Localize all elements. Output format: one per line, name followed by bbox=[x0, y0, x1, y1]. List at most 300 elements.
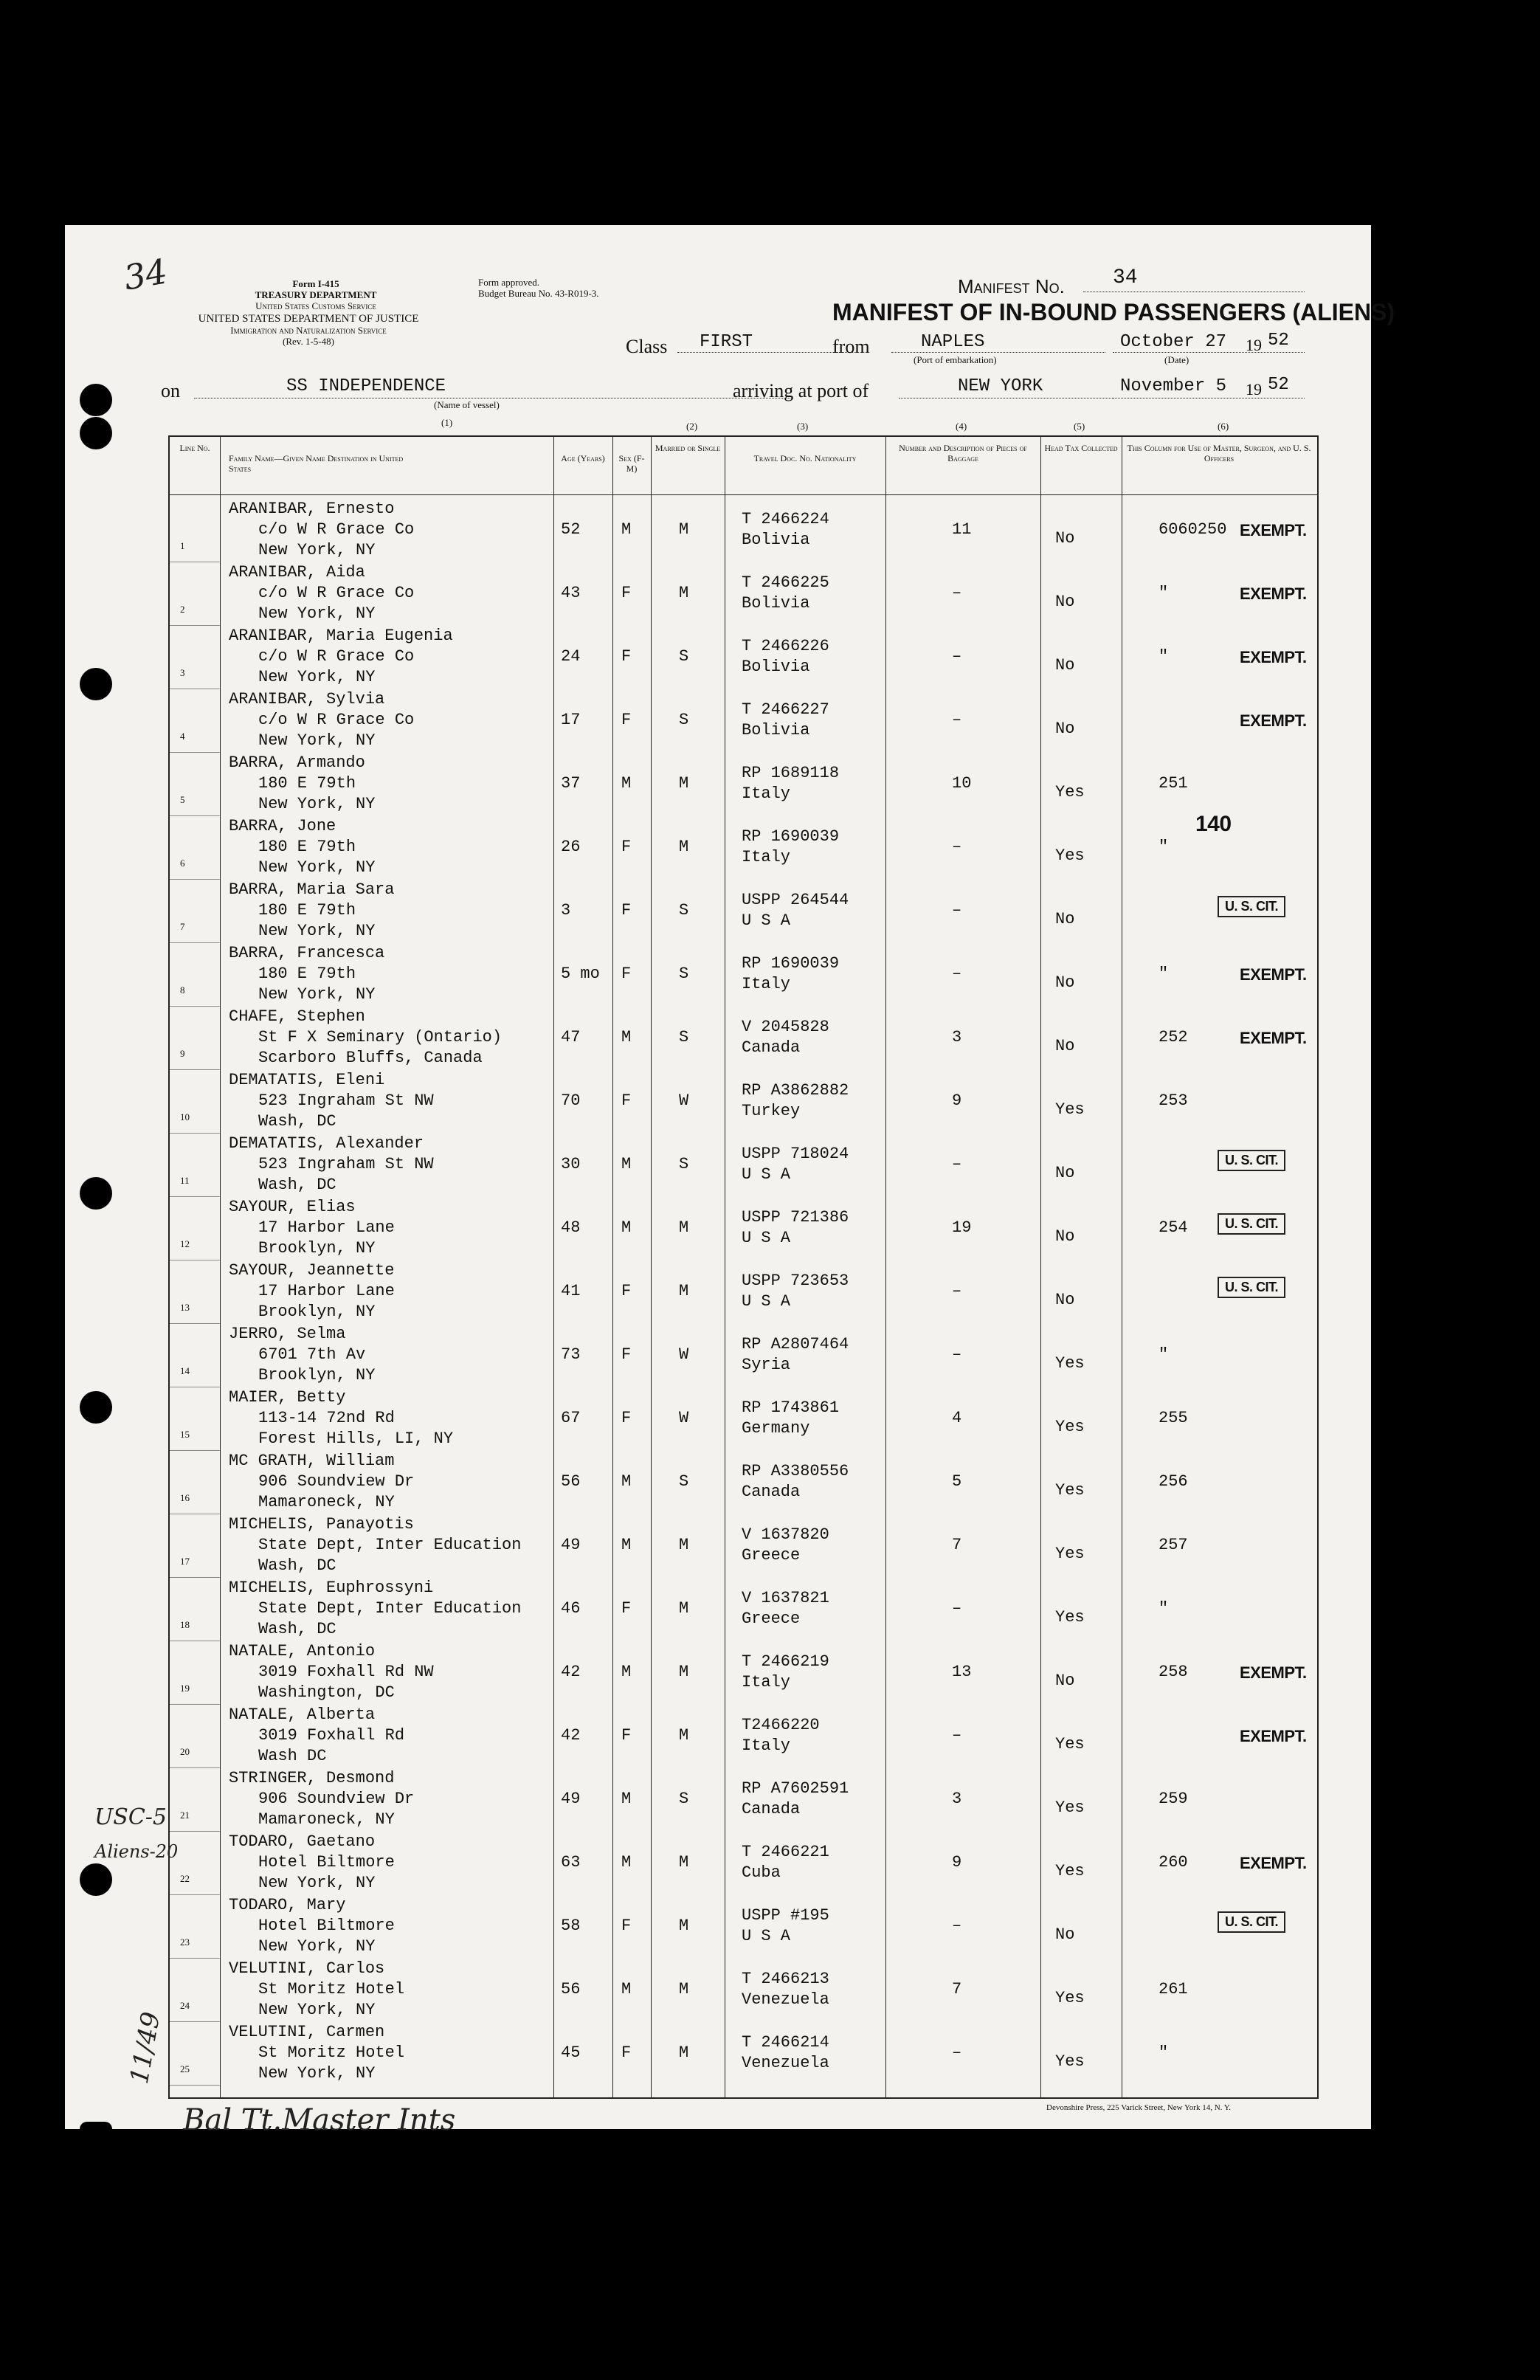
date-caption: (Date) bbox=[1164, 354, 1189, 365]
officer-note: " bbox=[1159, 965, 1169, 983]
baggage: – bbox=[952, 647, 962, 666]
officer-note: " bbox=[1159, 2043, 1169, 2062]
stamp: EXEMPT. bbox=[1240, 1854, 1307, 1872]
travel-doc: T 2466219 bbox=[742, 1652, 829, 1671]
marital-status: S bbox=[679, 1155, 689, 1173]
table-row bbox=[170, 1895, 1317, 1959]
marital-status: M bbox=[679, 584, 689, 602]
baggage: – bbox=[952, 838, 962, 856]
arrival-rule bbox=[1113, 398, 1305, 399]
address-line-1: Hotel Biltmore bbox=[258, 1917, 395, 1935]
baggage: 5 bbox=[952, 1472, 962, 1491]
stamp: EXEMPT. bbox=[1240, 711, 1307, 730]
age: 5 mo bbox=[561, 965, 600, 983]
baggage: – bbox=[952, 711, 962, 729]
passenger-name: BARRA, Maria Sara bbox=[229, 880, 395, 899]
officer-note: 260 bbox=[1159, 1853, 1188, 1872]
header-married: Married or Single bbox=[655, 443, 721, 453]
travel-doc: RP A3380556 bbox=[742, 1462, 849, 1480]
binder-hole bbox=[80, 1863, 112, 1896]
header-head-tax: Head Tax Collected bbox=[1044, 443, 1118, 453]
address-line-1: State Dept, Inter Education bbox=[258, 1599, 522, 1618]
baggage: 9 bbox=[952, 1091, 962, 1110]
head-tax: No bbox=[1055, 1227, 1075, 1246]
age: 17 bbox=[561, 711, 581, 729]
line-number: 16 bbox=[180, 1492, 190, 1503]
passenger-name: MAIER, Betty bbox=[229, 1388, 346, 1407]
age: 30 bbox=[561, 1155, 581, 1173]
stamp: U. S. CIT. bbox=[1218, 1213, 1285, 1235]
head-tax: Yes bbox=[1055, 1354, 1085, 1373]
baggage: – bbox=[952, 1155, 962, 1173]
stamp: U. S. CIT. bbox=[1218, 896, 1285, 917]
travel-doc: USPP 718024 bbox=[742, 1145, 849, 1163]
travel-doc: V 1637821 bbox=[742, 1589, 829, 1607]
col-num-5: (5) bbox=[1074, 421, 1085, 432]
head-tax: No bbox=[1055, 973, 1075, 992]
head-tax: Yes bbox=[1055, 2052, 1085, 2071]
officer-note: 257 bbox=[1159, 1536, 1188, 1554]
passenger-name: MC GRATH, William bbox=[229, 1452, 395, 1470]
sex: F bbox=[621, 838, 632, 856]
officer-note: 251 bbox=[1159, 774, 1188, 793]
line-number: 12 bbox=[180, 1238, 190, 1249]
age: 43 bbox=[561, 584, 581, 602]
marital-status: M bbox=[679, 2043, 689, 2062]
line-number: 5 bbox=[180, 794, 185, 805]
baggage: 7 bbox=[952, 1980, 962, 1998]
departure-date: October 27 bbox=[1120, 332, 1227, 352]
marital-status: M bbox=[679, 1663, 689, 1681]
line-number: 21 bbox=[180, 1810, 190, 1821]
col-num-6: (6) bbox=[1218, 421, 1229, 432]
passenger-name: TODARO, Mary bbox=[229, 1896, 346, 1914]
table-row bbox=[170, 1641, 1317, 1705]
address-line-1: 180 E 79th bbox=[258, 838, 356, 856]
line-number: 23 bbox=[180, 1936, 190, 1948]
travel-doc: RP 1690039 bbox=[742, 954, 840, 973]
nationality: U S A bbox=[742, 1927, 791, 1945]
table-row bbox=[170, 1959, 1317, 2022]
officer-note: " bbox=[1159, 838, 1169, 856]
margin-note-usc: USC-5 bbox=[94, 1804, 168, 1830]
passenger-name: ARANIBAR, Ernesto bbox=[229, 500, 395, 518]
address-line-2: Brooklyn, NY bbox=[258, 1239, 376, 1258]
address-line-2: Scarboro Bluffs, Canada bbox=[258, 1049, 483, 1067]
passenger-name: STRINGER, Desmond bbox=[229, 1769, 395, 1787]
line-number: 3 bbox=[180, 667, 185, 678]
travel-doc: RP 1690039 bbox=[742, 827, 840, 846]
line-number: 8 bbox=[180, 984, 185, 996]
address-line-2: New York, NY bbox=[258, 858, 376, 877]
baggage: 13 bbox=[952, 1663, 972, 1681]
col-num-2: (2) bbox=[686, 421, 698, 432]
age: 45 bbox=[561, 2043, 581, 2062]
line-number: 19 bbox=[180, 1683, 190, 1694]
officer-note: 261 bbox=[1159, 1980, 1188, 1998]
passenger-name: CHAFE, Stephen bbox=[229, 1007, 365, 1026]
header-name: Family Name—Given Name Destination in United States bbox=[229, 453, 404, 474]
passenger-name: NATALE, Alberta bbox=[229, 1705, 376, 1724]
address-line-2: Mamaroneck, NY bbox=[258, 1493, 395, 1511]
marital-status: M bbox=[679, 1536, 689, 1554]
line-number: 18 bbox=[180, 1619, 190, 1630]
age: 3 bbox=[561, 901, 571, 920]
head-tax: Yes bbox=[1055, 1545, 1085, 1563]
marital-status: M bbox=[679, 1599, 689, 1618]
travel-doc: T 2466224 bbox=[742, 510, 829, 528]
line-number: 11 bbox=[180, 1175, 190, 1186]
date-rule bbox=[1113, 352, 1305, 353]
baggage: 3 bbox=[952, 1028, 962, 1046]
baggage: – bbox=[952, 584, 962, 602]
head-tax: Yes bbox=[1055, 1862, 1085, 1880]
travel-doc: USPP 723653 bbox=[742, 1272, 849, 1290]
marital-status: S bbox=[679, 1472, 689, 1491]
budget-block: Form approved. Budget Bureau No. 43-R019-3. bbox=[478, 277, 599, 299]
head-tax: No bbox=[1055, 1037, 1075, 1055]
sex: F bbox=[621, 647, 632, 666]
line-number: 20 bbox=[180, 1746, 190, 1757]
passenger-name: MICHELIS, Panayotis bbox=[229, 1515, 414, 1534]
table-row bbox=[170, 1007, 1317, 1070]
line-number: 7 bbox=[180, 921, 185, 932]
address-line-2: Forest Hills, LI, NY bbox=[258, 1429, 454, 1448]
address-line-1: State Dept, Inter Education bbox=[258, 1536, 522, 1554]
officer-note: 259 bbox=[1159, 1790, 1188, 1808]
marital-status: M bbox=[679, 1218, 689, 1237]
form-header-justice: UNITED STATES DEPARTMENT OF JUSTICE Immigration and Naturalization Service (Rev. 1-5-48) bbox=[198, 313, 419, 347]
table-row bbox=[170, 1387, 1317, 1451]
travel-doc: RP 1689118 bbox=[742, 764, 840, 782]
head-tax: Yes bbox=[1055, 846, 1085, 865]
manifest-number: 34 bbox=[1113, 266, 1138, 289]
address-line-2: Wash DC bbox=[258, 1747, 327, 1765]
line-number: 13 bbox=[180, 1302, 190, 1313]
marital-status: S bbox=[679, 711, 689, 729]
sex: F bbox=[621, 584, 632, 602]
age: 48 bbox=[561, 1218, 581, 1237]
address-line-1: 17 Harbor Lane bbox=[258, 1218, 395, 1237]
age: 37 bbox=[561, 774, 581, 793]
sex: M bbox=[621, 1980, 632, 1998]
travel-doc: T 2466213 bbox=[742, 1970, 829, 1988]
passenger-name: BARRA, Jone bbox=[229, 817, 336, 835]
stamp: EXEMPT. bbox=[1240, 521, 1307, 539]
header-age: Age (Years) bbox=[561, 453, 605, 463]
age: 24 bbox=[561, 647, 581, 666]
arrival-year-prefix: 19 bbox=[1246, 380, 1262, 399]
table-row bbox=[170, 1197, 1317, 1260]
address-line-2: New York, NY bbox=[258, 922, 376, 940]
table-row bbox=[170, 1134, 1317, 1197]
col-num-3: (3) bbox=[797, 421, 809, 432]
baggage: – bbox=[952, 1917, 962, 1935]
age: 49 bbox=[561, 1536, 581, 1554]
sex: M bbox=[621, 1028, 632, 1046]
baggage: 3 bbox=[952, 1790, 962, 1808]
class-label: Class bbox=[626, 336, 668, 357]
margin-note-aliens: Aliens-20 bbox=[94, 1841, 179, 1862]
nationality: Syria bbox=[742, 1356, 791, 1374]
line-number: 17 bbox=[180, 1556, 190, 1567]
head-tax: No bbox=[1055, 1672, 1075, 1690]
age: 58 bbox=[561, 1917, 581, 1935]
travel-doc: RP A3862882 bbox=[742, 1081, 849, 1100]
passenger-table bbox=[168, 421, 1319, 2099]
nationality: Greece bbox=[742, 1546, 801, 1565]
sex: F bbox=[621, 1282, 632, 1300]
sex: M bbox=[621, 520, 632, 539]
travel-doc: T 2466226 bbox=[742, 637, 829, 655]
address-line-2: New York, NY bbox=[258, 795, 376, 813]
head-tax: No bbox=[1055, 1291, 1075, 1309]
binder-hole bbox=[80, 1177, 112, 1210]
table-row bbox=[170, 1324, 1317, 1387]
address-line-1: c/o W R Grace Co bbox=[258, 647, 415, 666]
nationality: U S A bbox=[742, 911, 791, 930]
age: 63 bbox=[561, 1853, 581, 1872]
marital-status: M bbox=[679, 774, 689, 793]
binder-hole bbox=[80, 668, 112, 700]
sex: M bbox=[621, 774, 632, 793]
line-number: 10 bbox=[180, 1111, 190, 1122]
from-value: NAPLES bbox=[921, 332, 985, 352]
nationality: Venezuela bbox=[742, 2054, 829, 2072]
address-line-2: Wash, DC bbox=[258, 1556, 336, 1575]
nationality: Cuba bbox=[742, 1863, 781, 1882]
address-line-2: Wash, DC bbox=[258, 1620, 336, 1638]
address-line-1: Hotel Biltmore bbox=[258, 1853, 395, 1872]
passenger-name: JERRO, Selma bbox=[229, 1325, 346, 1343]
travel-doc: T 2466225 bbox=[742, 573, 829, 592]
sex: F bbox=[621, 901, 632, 920]
passenger-name: NATALE, Antonio bbox=[229, 1642, 376, 1660]
line-number: 24 bbox=[180, 2000, 190, 2011]
marital-status: W bbox=[679, 1091, 689, 1110]
address-line-2: New York, NY bbox=[258, 541, 376, 559]
age: 73 bbox=[561, 1345, 581, 1364]
age: 56 bbox=[561, 1980, 581, 1998]
address-line-1: 906 Soundview Dr bbox=[258, 1472, 415, 1491]
sex: F bbox=[621, 1726, 632, 1745]
nationality: Italy bbox=[742, 1673, 791, 1691]
nationality: Bolivia bbox=[742, 531, 810, 549]
nationality: Canada bbox=[742, 1483, 801, 1501]
table-row bbox=[170, 1768, 1317, 1832]
address-line-1: c/o W R Grace Co bbox=[258, 520, 415, 539]
passenger-name: ARANIBAR, Maria Eugenia bbox=[229, 627, 453, 645]
address-line-2: New York, NY bbox=[258, 731, 376, 750]
table-row bbox=[170, 943, 1317, 1007]
address-line-2: New York, NY bbox=[258, 2001, 376, 2019]
age: 41 bbox=[561, 1282, 581, 1300]
nationality: Bolivia bbox=[742, 658, 810, 676]
vessel-name: SS INDEPENDENCE bbox=[286, 376, 446, 396]
sex: F bbox=[621, 965, 632, 983]
marital-status: M bbox=[679, 1980, 689, 1998]
arriving-label: arriving at port of bbox=[733, 380, 869, 401]
address-line-2: New York, NY bbox=[258, 668, 376, 686]
head-tax: No bbox=[1055, 1925, 1075, 1944]
passenger-name: BARRA, Francesca bbox=[229, 944, 385, 962]
passenger-name: SAYOUR, Jeannette bbox=[229, 1261, 395, 1280]
nationality: Canada bbox=[742, 1038, 801, 1057]
sex: F bbox=[621, 1917, 632, 1935]
header-line-no: Line No. bbox=[179, 443, 210, 453]
officer-note: 256 bbox=[1159, 1472, 1188, 1491]
head-tax: No bbox=[1055, 720, 1075, 738]
nationality: Germany bbox=[742, 1419, 810, 1438]
baggage: – bbox=[952, 1726, 962, 1745]
vessel-rule bbox=[194, 398, 792, 399]
stamp: EXEMPT. bbox=[1240, 1663, 1307, 1682]
officer-note: 6060250 bbox=[1159, 520, 1227, 539]
baggage: – bbox=[952, 1599, 962, 1618]
travel-doc: RP A2807464 bbox=[742, 1335, 849, 1353]
passenger-name: ARANIBAR, Aida bbox=[229, 563, 365, 582]
nationality: Italy bbox=[742, 1736, 791, 1755]
sex: F bbox=[621, 1345, 632, 1364]
marital-status: M bbox=[679, 1282, 689, 1300]
officer-note: 258 bbox=[1159, 1663, 1188, 1681]
nationality: Bolivia bbox=[742, 721, 810, 739]
officer-note: " bbox=[1159, 1599, 1169, 1618]
head-tax: No bbox=[1055, 529, 1075, 548]
address-line-1: 17 Harbor Lane bbox=[258, 1282, 395, 1300]
address-line-1: 906 Soundview Dr bbox=[258, 1790, 415, 1808]
nationality: Canada bbox=[742, 1800, 801, 1818]
sex: F bbox=[621, 1091, 632, 1110]
manifest-page bbox=[65, 225, 1395, 2137]
nationality: Italy bbox=[742, 975, 791, 993]
class-value: FIRST bbox=[700, 332, 753, 352]
head-tax: Yes bbox=[1055, 1735, 1085, 1753]
sex: M bbox=[621, 1663, 632, 1681]
manifest-label: Manifest No. bbox=[958, 275, 1065, 297]
officer-note: " bbox=[1159, 647, 1169, 666]
passenger-name: DEMATATIS, Alexander bbox=[229, 1134, 424, 1153]
age: 46 bbox=[561, 1599, 581, 1618]
passenger-name: BARRA, Armando bbox=[229, 753, 365, 772]
table-row bbox=[170, 562, 1317, 626]
address-line-2: Brooklyn, NY bbox=[258, 1366, 376, 1384]
address-line-1: c/o W R Grace Co bbox=[258, 584, 415, 602]
stamp: EXEMPT. bbox=[1240, 1727, 1307, 1745]
table-row bbox=[170, 1260, 1317, 1324]
col-num-1: (1) bbox=[441, 417, 453, 428]
col-num-4: (4) bbox=[956, 421, 967, 432]
head-tax: Yes bbox=[1055, 1989, 1085, 2007]
sex: F bbox=[621, 711, 632, 729]
arrival-port: NEW YORK bbox=[958, 376, 1043, 396]
class-rule bbox=[677, 352, 854, 353]
address-line-1: St Moritz Hotel bbox=[258, 1980, 405, 1998]
stamp: U. S. CIT. bbox=[1218, 1911, 1285, 1933]
head-tax: Yes bbox=[1055, 1608, 1085, 1627]
head-tax: Yes bbox=[1055, 783, 1085, 801]
sex: M bbox=[621, 1218, 632, 1237]
line-number: 4 bbox=[180, 731, 185, 742]
binder-hole bbox=[80, 417, 112, 449]
header-travel-doc: Travel Doc. No. Nationality bbox=[753, 453, 857, 463]
age: 26 bbox=[561, 838, 581, 856]
line-number: 22 bbox=[180, 1873, 190, 1884]
baggage: 9 bbox=[952, 1853, 962, 1872]
stamp: EXEMPT. bbox=[1240, 648, 1307, 666]
marital-status: S bbox=[679, 647, 689, 666]
address-line-2: Brooklyn, NY bbox=[258, 1303, 376, 1321]
table-row bbox=[170, 1070, 1317, 1134]
passenger-name: MICHELIS, Euphrossyni bbox=[229, 1579, 434, 1597]
address-line-1: 113-14 72nd Rd bbox=[258, 1409, 395, 1427]
sex: M bbox=[621, 1790, 632, 1808]
line-number: 15 bbox=[180, 1429, 190, 1440]
passenger-name: TODARO, Gaetano bbox=[229, 1832, 376, 1851]
age: 52 bbox=[561, 520, 581, 539]
travel-doc: V 1637820 bbox=[742, 1525, 829, 1544]
header-officers: This Column for Use of Master, Surgeon, and U. S. Officers bbox=[1127, 443, 1311, 463]
travel-doc: RP 1743861 bbox=[742, 1398, 840, 1417]
passenger-name: VELUTINI, Carmen bbox=[229, 2023, 385, 2041]
table-row bbox=[170, 1514, 1317, 1578]
table-row bbox=[170, 1832, 1317, 1895]
line-number: 2 bbox=[180, 604, 185, 615]
address-line-1: 180 E 79th bbox=[258, 965, 356, 983]
nationality: Greece bbox=[742, 1610, 801, 1628]
line-number: 9 bbox=[180, 1048, 185, 1059]
age: 49 bbox=[561, 1790, 581, 1808]
travel-doc: USPP 264544 bbox=[742, 891, 849, 909]
port-rule bbox=[899, 398, 1113, 399]
marital-status: S bbox=[679, 1028, 689, 1046]
line-number: 6 bbox=[180, 858, 185, 869]
address-line-1: St Moritz Hotel bbox=[258, 2043, 405, 2062]
table-row bbox=[170, 1578, 1317, 1641]
address-line-2: Wash, DC bbox=[258, 1112, 336, 1131]
baggage: 11 bbox=[952, 520, 972, 539]
binder-hole bbox=[80, 2122, 112, 2129]
marital-status: M bbox=[679, 1853, 689, 1872]
table-row bbox=[170, 1451, 1317, 1514]
baggage: – bbox=[952, 1282, 962, 1300]
address-line-1: 523 Ingraham St NW bbox=[258, 1155, 434, 1173]
marital-status: S bbox=[679, 1790, 689, 1808]
marital-status: M bbox=[679, 520, 689, 539]
line-number: 1 bbox=[180, 540, 185, 551]
stamp: EXEMPT. bbox=[1240, 584, 1307, 603]
header-rule bbox=[170, 494, 1317, 495]
sex: F bbox=[621, 2043, 632, 2062]
travel-doc: RP A7602591 bbox=[742, 1779, 849, 1798]
table-row bbox=[170, 689, 1317, 753]
age: 67 bbox=[561, 1409, 581, 1427]
age: 47 bbox=[561, 1028, 581, 1046]
stamp: U. S. CIT. bbox=[1218, 1277, 1285, 1298]
nationality: U S A bbox=[742, 1292, 791, 1311]
from-label: from bbox=[832, 336, 870, 357]
officer-note: 255 bbox=[1159, 1409, 1188, 1427]
travel-doc: T 2466214 bbox=[742, 2033, 829, 2052]
age: 56 bbox=[561, 1472, 581, 1491]
age: 70 bbox=[561, 1091, 581, 1110]
departure-year: 52 bbox=[1268, 331, 1289, 351]
row-divider bbox=[170, 2085, 220, 2086]
address-line-1: 3019 Foxhall Rd NW bbox=[258, 1663, 434, 1681]
baggage: – bbox=[952, 901, 962, 920]
officer-note: 254 bbox=[1159, 1218, 1188, 1237]
address-line-1: 3019 Foxhall Rd bbox=[258, 1726, 405, 1745]
